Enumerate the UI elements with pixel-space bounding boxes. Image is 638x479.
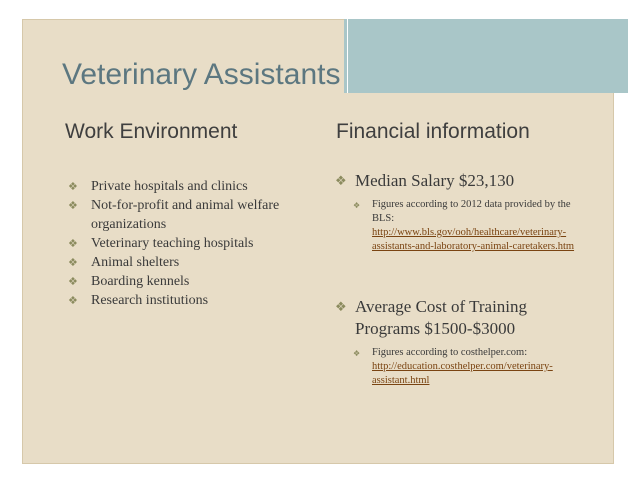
diamond-bullet-icon: ❖ (68, 294, 78, 307)
salary-source (335, 198, 575, 254)
list-item-text: Not-for-profit and animal welfare organizations (91, 198, 280, 232)
list-item (68, 196, 293, 234)
right-column-header: Financial information (336, 120, 530, 143)
salary-text: Median Salary $23,130 (355, 171, 515, 190)
diamond-bullet-icon: ❖ (335, 174, 347, 189)
training-block (335, 296, 575, 388)
list-item (68, 291, 293, 310)
list-item (68, 234, 293, 253)
list-item (68, 272, 293, 291)
diamond-bullet-icon: ❖ (68, 275, 78, 288)
work-environment-list (68, 177, 293, 310)
diamond-bullet-icon: ❖ (353, 349, 361, 358)
diamond-bullet-icon: ❖ (353, 201, 361, 210)
training-source (335, 346, 575, 388)
bls-link[interactable]: http://www.bls.gov/ooh/healthcare/veterinary-assistants-and-laboratory-animal-caretakers.htm (372, 227, 575, 252)
list-item-text: Private hospitals and clinics (91, 179, 248, 194)
slide-border-bottom (0, 464, 638, 479)
list-item-text: Boarding kennels (91, 274, 190, 289)
diamond-bullet-icon: ❖ (335, 300, 347, 315)
accent-line (347, 19, 348, 93)
diamond-bullet-icon: ❖ (68, 180, 78, 193)
list-item (68, 253, 293, 272)
list-item-text: Veterinary teaching hospitals (91, 236, 254, 251)
diamond-bullet-icon: ❖ (68, 256, 78, 269)
accent-box (344, 19, 628, 93)
salary-sub-list (335, 198, 575, 254)
training-text: Average Cost of Training Programs $1500-$3000 (355, 297, 528, 338)
left-column-header: Work Environment (65, 120, 238, 143)
slide-border-top (0, 0, 638, 19)
diamond-bullet-icon: ❖ (68, 199, 78, 212)
salary-bullet (335, 170, 575, 192)
slide-border-left (0, 0, 22, 479)
list-item-text: Research institutions (91, 293, 209, 308)
list-item-text: Animal shelters (91, 255, 180, 270)
costhelper-link[interactable]: http://education.costhelper.com/veterinary-assistant.html (372, 361, 553, 386)
training-bullet (335, 296, 575, 340)
salary-block (335, 170, 575, 254)
training-sub-list (335, 346, 575, 388)
training-note: Figures according to costhelper.com: (372, 347, 528, 358)
slide-title: Veterinary Assistants (62, 58, 341, 91)
diamond-bullet-icon: ❖ (68, 237, 78, 250)
salary-note: Figures according to 2012 data provided by the BLS: (372, 199, 571, 224)
list-item (68, 177, 293, 196)
